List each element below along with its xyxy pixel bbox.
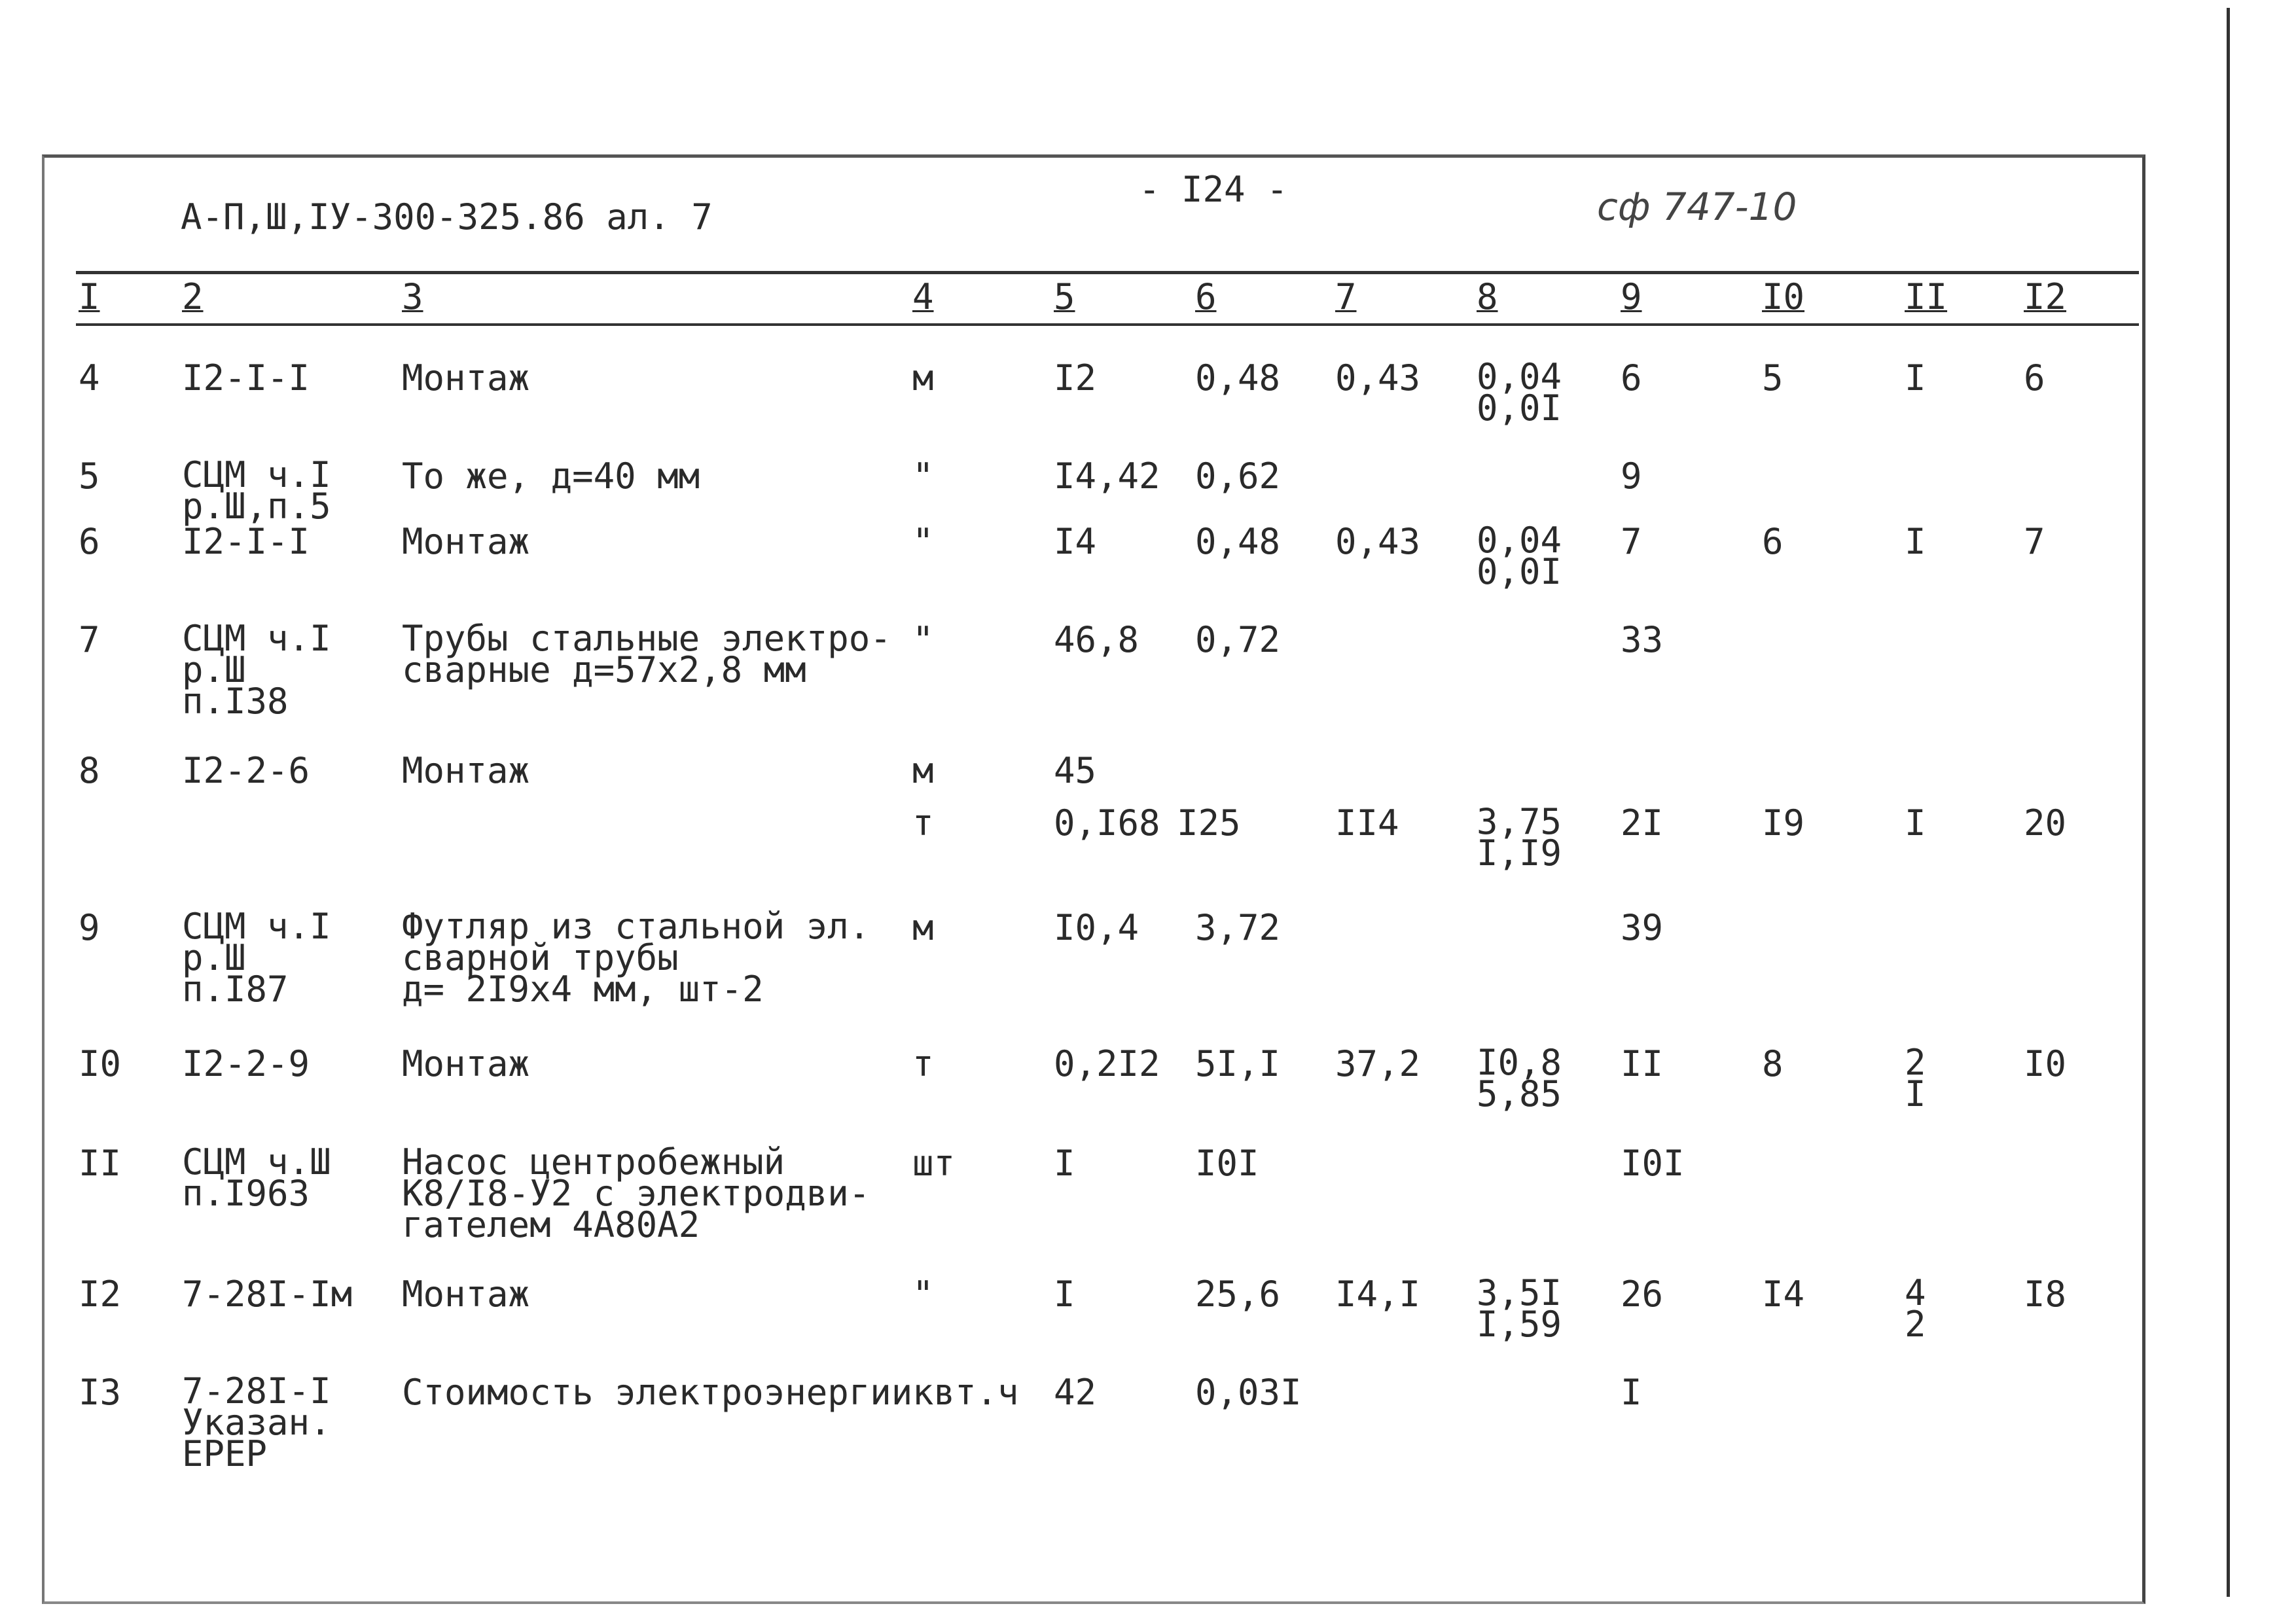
table-cell-c11: 2 I xyxy=(1905,1042,1926,1115)
table-cell-row-number: 7 xyxy=(79,619,100,660)
table-cell-c9: I xyxy=(1621,1372,1642,1413)
table-cell-row-number: I2 xyxy=(79,1274,122,1315)
table-cell-c5: I2 xyxy=(1054,357,1097,399)
right-edge-line xyxy=(2227,8,2230,1597)
table-cell-row-number: II xyxy=(79,1143,122,1184)
header-rule-top xyxy=(76,271,2139,274)
table-cell-name: Футляр из стальной эл. сварной трубы д= 2I9х4 мм, шт-2 xyxy=(402,906,870,1010)
table-cell-code: I2-I-I xyxy=(182,357,310,399)
table-cell-c6: 0,48 xyxy=(1195,521,1281,562)
table-cell-code: СЦМ ч.I р.Ш,п.5 xyxy=(182,454,331,527)
table-cell-name: Насос центробежный К8/I8-У2 с электродви- гателем 4А80А2 xyxy=(402,1141,870,1245)
table-cell-name: Монтаж xyxy=(402,1274,530,1315)
table-cell-unit: " xyxy=(912,619,934,660)
table-cell-c9: 39 xyxy=(1621,907,1664,948)
table-cell-name: Монтаж xyxy=(402,1043,530,1084)
table-cell-c8: 3,75 I,I9 xyxy=(1477,801,1562,874)
table-cell-c6: 0,72 xyxy=(1195,619,1281,660)
table-cell-c5: I4 xyxy=(1054,521,1097,562)
table-cell-c12: 7 xyxy=(2024,521,2045,562)
table-cell-unit: м xyxy=(912,357,934,399)
table-cell-row-number: 5 xyxy=(79,455,100,497)
table-cell-c11: I xyxy=(1905,802,1926,844)
table-cell-row-number: 9 xyxy=(79,907,100,948)
table-cell-c9: 33 xyxy=(1621,619,1664,660)
table-cell-unit: квт.ч xyxy=(912,1372,1019,1413)
table-cell-c5: I4,42 xyxy=(1054,455,1160,497)
table-cell-c9: 7 xyxy=(1621,521,1642,562)
table-cell-unit: м xyxy=(912,907,934,948)
table-cell-c11: I xyxy=(1905,357,1926,399)
col-header-6: 6 xyxy=(1195,276,1217,317)
table-cell-row-number: I0 xyxy=(79,1043,122,1084)
col-header-5: 5 xyxy=(1054,276,1075,317)
handwritten-reference: сф 747-10 xyxy=(1597,185,1797,229)
table-cell-c11: 4 2 xyxy=(1905,1272,1926,1345)
table-cell-c8: 0,04 0,0I xyxy=(1477,356,1562,429)
table-cell-c5: I xyxy=(1054,1143,1075,1184)
header-rule-bottom xyxy=(76,323,2139,326)
table-cell-c6: I0I xyxy=(1195,1143,1259,1184)
table-cell-c6: 3,72 xyxy=(1195,907,1281,948)
table-cell-c6: 0,48 xyxy=(1195,357,1281,399)
table-cell-c8: 0,04 0,0I xyxy=(1477,520,1562,592)
table-cell-name: Стоимость электроэнергии xyxy=(402,1372,913,1413)
table-cell-name: Монтаж xyxy=(402,750,530,791)
table-cell-unit: т xyxy=(912,1043,934,1084)
col-header-10: I0 xyxy=(1762,276,1805,317)
table-cell-unit: т xyxy=(912,802,934,844)
table-cell-c10: I4 xyxy=(1762,1274,1805,1315)
table-cell-c9: I0I xyxy=(1621,1143,1685,1184)
table-cell-unit: м xyxy=(912,750,934,791)
table-cell-c7: 0,43 xyxy=(1335,357,1421,399)
table-cell-c12: I8 xyxy=(2024,1274,2067,1315)
table-cell-c5: I xyxy=(1054,1274,1075,1315)
col-header-8: 8 xyxy=(1477,276,1498,317)
table-cell-c5: I0,4 xyxy=(1054,907,1139,948)
table-cell-c6: 25,6 xyxy=(1195,1274,1281,1315)
table-cell-row-number: 4 xyxy=(79,357,100,399)
table-cell-c5: 45 xyxy=(1054,750,1097,791)
table-cell-code: 7-28I-Iм xyxy=(182,1274,353,1315)
col-header-4: 4 xyxy=(912,276,934,317)
table-cell-name: Трубы стальные электро- сварные д=57х2,8 мм xyxy=(402,618,891,690)
table-cell-c12: 20 xyxy=(2024,802,2067,844)
table-cell-code: I2-2-9 xyxy=(182,1043,310,1084)
table-cell-code: СЦМ ч.Ш п.I963 xyxy=(182,1141,331,1214)
table-cell-unit: " xyxy=(912,521,934,562)
table-cell-unit: " xyxy=(912,1274,934,1315)
table-cell-code: СЦМ ч.I р.Ш п.I38 xyxy=(182,618,331,722)
table-cell-c10: I9 xyxy=(1762,802,1805,844)
document-code: А-П,Ш,IУ-300-325.86 ал. 7 xyxy=(181,196,713,238)
table-cell-c11: I xyxy=(1905,521,1926,562)
table-cell-c10: 5 xyxy=(1762,357,1784,399)
table-cell-unit: шт xyxy=(912,1143,956,1184)
col-header-2: 2 xyxy=(182,276,204,317)
table-cell-c8: I0,8 5,85 xyxy=(1477,1042,1562,1115)
table-cell-code: СЦМ ч.I р.Ш п.I87 xyxy=(182,906,331,1010)
table-cell-c9: II xyxy=(1621,1043,1664,1084)
table-cell-row-number: 8 xyxy=(79,750,100,791)
table-cell-name: Монтаж xyxy=(402,357,530,399)
table-cell-c9: 26 xyxy=(1621,1274,1664,1315)
table-cell-c9: 6 xyxy=(1621,357,1642,399)
col-header-3: 3 xyxy=(402,276,423,317)
table-cell-name: Монтаж xyxy=(402,521,530,562)
table-cell-c7: I4,I xyxy=(1335,1274,1421,1315)
table-cell-c12: I0 xyxy=(2024,1043,2067,1084)
table-cell-c6: 0,03I xyxy=(1195,1372,1302,1413)
table-cell-c6: 5I,I xyxy=(1195,1043,1281,1084)
table-cell-c9: 9 xyxy=(1621,455,1642,497)
table-cell-c10: 8 xyxy=(1762,1043,1784,1084)
table-cell-c7: 0,43 xyxy=(1335,521,1421,562)
col-header-11: II xyxy=(1905,276,1948,317)
table-cell-c8: 3,5I I,59 xyxy=(1477,1272,1562,1345)
table-cell-c5: 42 xyxy=(1054,1372,1097,1413)
table-cell-c7: II4 xyxy=(1335,802,1399,844)
page-number: - I24 - xyxy=(1139,169,1288,210)
col-header-7: 7 xyxy=(1335,276,1357,317)
table-cell-c10: 6 xyxy=(1762,521,1784,562)
table-cell-c6: 0,62 xyxy=(1195,455,1281,497)
col-header-1: I xyxy=(79,276,100,317)
table-cell-code: I2-2-6 xyxy=(182,750,310,791)
table-cell-c6: I25 xyxy=(1177,802,1241,844)
table-cell-name: То же, д=40 мм xyxy=(402,455,700,497)
table-cell-unit: " xyxy=(912,455,934,497)
table-cell-c5: 46,8 xyxy=(1054,619,1139,660)
table-cell-row-number: 6 xyxy=(79,521,100,562)
table-cell-c5: 0,2I2 xyxy=(1054,1043,1160,1084)
col-header-12: I2 xyxy=(2024,276,2067,317)
table-cell-code: I2-I-I xyxy=(182,521,310,562)
table-cell-code: 7-28I-I Указан. ЕРЕР xyxy=(182,1370,331,1474)
table-cell-c9: 2I xyxy=(1621,802,1664,844)
col-header-9: 9 xyxy=(1621,276,1642,317)
table-cell-c7: 37,2 xyxy=(1335,1043,1421,1084)
table-cell-c12: 6 xyxy=(2024,357,2045,399)
table-cell-c5: 0,I68 xyxy=(1054,802,1160,844)
table-cell-row-number: I3 xyxy=(79,1372,122,1413)
